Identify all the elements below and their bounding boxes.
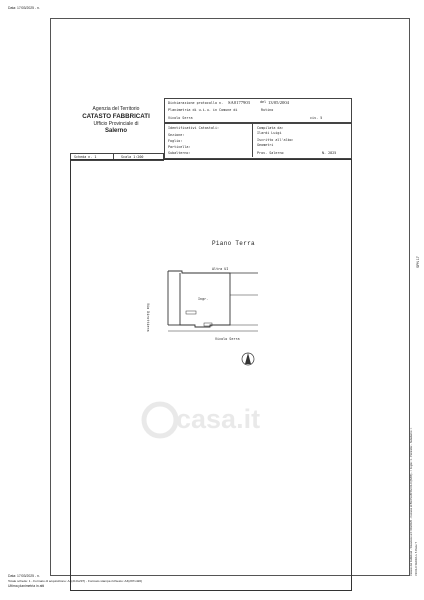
albo-value: Geometri (257, 143, 274, 147)
piano-terra-label: Piano Terra (212, 240, 255, 247)
floor-plan-drawing (160, 265, 280, 375)
bottom-ultima-note: Ultima planimetria in atti (8, 584, 45, 588)
bottom-format-note: Totale schede: 1 - Formato di acquisizione: A4(210x297) - Formato stampa richiesto: A3(297x420) (8, 579, 143, 583)
side-code: SPN 17 (416, 256, 420, 268)
indirizzo-value: Vicolo Serra (168, 116, 193, 120)
civico-value: civ. 5 (310, 116, 323, 120)
bottom-date-note: Data: 17/03/2025 - n. (8, 574, 40, 578)
del-label: del (260, 100, 267, 104)
dichiarazione-date: 13/05/2004 (268, 100, 289, 105)
side-note-1: Catasto dei Fabbricati - Situazione al 17/03/2025 - Comune di BUONABITACOLO (B266) - < Foglio: 1 - Particella: - Subalterno: > (410, 427, 413, 576)
comune-value: Rutino (261, 108, 274, 112)
ufficio-provinciale-label: Ufficio Provinciale di (93, 121, 139, 127)
foglio-label: Foglio: (168, 139, 183, 143)
drawing-area (70, 159, 352, 591)
side-note-2: VICOLO SERRA n. 5 Piano T (415, 542, 418, 576)
particella-label: Particella: (168, 145, 191, 149)
watermark-text: casa.it (176, 404, 261, 434)
scheda-number: Scheda n. 1 (74, 155, 97, 159)
agenzia-label: Agenzia del Territorio (92, 106, 140, 112)
subalterno-label: Subalterno: (168, 151, 191, 155)
altra-ui-label: Altra UI (212, 267, 229, 271)
ufficio-block (70, 98, 162, 153)
ingresso-label: Ingr. (198, 297, 209, 301)
planimetria-label: Planimetria di u.i.u. in Comune di (168, 108, 238, 112)
via-traversa-label: Via Dirottiera (146, 303, 150, 332)
watermark-circle-icon (144, 404, 176, 436)
window-mark (186, 311, 196, 314)
top-date-note: Data: 17/03/2025 - n. (8, 6, 40, 10)
identificativi-label: Identificativi Catastali: (168, 126, 220, 130)
numero-albo: N. 2825 (322, 151, 337, 155)
catasto-fabbricati-label: CATASTO FABBRICATI (82, 113, 150, 120)
compilata-da-label: Compilata da: (257, 126, 284, 130)
vicolo-serra-label: Vicolo Serra (215, 337, 240, 341)
iscritto-albo-label: Iscritto all'albo: (257, 138, 294, 142)
scala-value: Scala 1:200 (121, 155, 144, 159)
catasto-divider (252, 122, 253, 157)
identificativi-box (164, 122, 352, 159)
provincia-label: Salerno (104, 128, 127, 134)
compilatore-name: Ilardi Luigi (257, 131, 282, 135)
dichiarazione-label: Dichiarazione protocollo n. (168, 101, 224, 105)
dichiarazione-box (164, 98, 352, 124)
sezione-label: Sezione: (168, 133, 185, 137)
provincia-albo: Prov. Salerno (257, 151, 284, 155)
door-mark (204, 323, 212, 326)
protocollo-number: SA0177903 (228, 100, 250, 105)
north-arrow-needle (245, 353, 251, 364)
watermark-logo (140, 400, 280, 440)
